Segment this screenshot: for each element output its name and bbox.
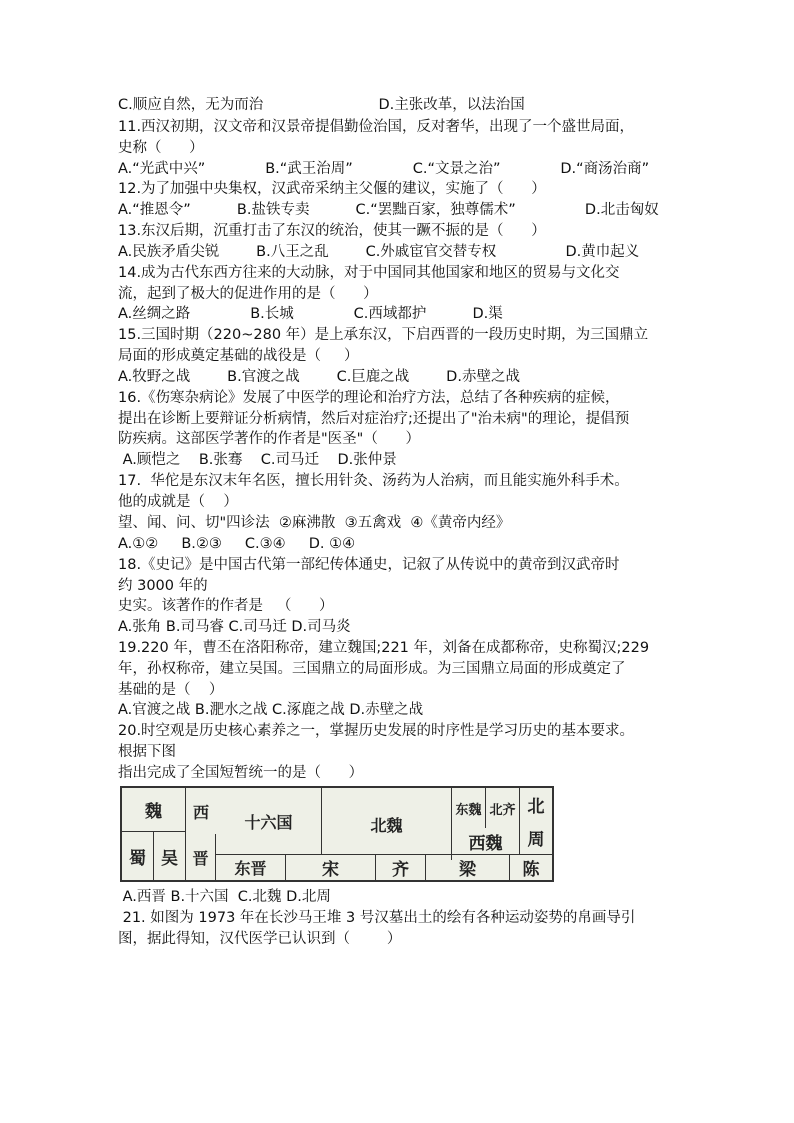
question-11-options: A.“光武中兴” B.“武王治周” C.“文景之治” D.“商汤治商”	[118, 161, 650, 177]
timeline-beiwei: 北魏	[322, 788, 452, 860]
question-19-options: A.官渡之战 B.淝水之战 C.涿鹿之战 D.赤壁之战	[118, 702, 424, 718]
question-11-stem: 11.西汉初期，汉文帝和汉景帝提倡勤俭治国，反对奢华，出现了一个盛世局面，	[118, 119, 635, 135]
question-15-stem: 15.三国时期（220~280 年）是上承东汉，下启西晋的一段历史时期，为三国鼎立	[118, 327, 649, 343]
timeline-dongjin: 东晋	[216, 854, 286, 880]
question-12-stem: 12.为了加强中央集权，汉武帝采纳主父偃的建议，实施了（ ）	[118, 181, 546, 197]
question-20-stem: 20.时空观是历史核心素养之一，掌握历史发展的时序性是学习历史的基本要求。	[118, 723, 635, 739]
question-17-stem: 17. 华佗是东汉末年名医，擅长用针灸、汤药为人治病，而且能实施外科手术。	[118, 473, 629, 489]
question-16-options: A.顾恺之 B.张骞 C.司马迁 D.张仲景	[118, 452, 397, 468]
question-18-stem-cont2: 史实。该著作的作者是 （ ）	[118, 598, 334, 614]
timeline-xijin-bottom: 晋	[186, 834, 216, 880]
timeline-chen: 陈	[510, 854, 552, 880]
question-17-items: 望、闻、问、切"四诊法 ②麻沸散 ③五禽戏 ④《黄帝内经》	[118, 515, 511, 531]
timeline-shiliuguo: 十六国	[216, 788, 322, 854]
timeline-beizhou-bottom: 周	[527, 830, 545, 850]
timeline-liang: 梁	[426, 854, 510, 880]
question-12-options: A.“推恩令” B.盐铁专卖 C.“罢黜百家，独尊儒术” D.北击匈奴	[118, 202, 659, 218]
question-10-options-cd: C.顺应自然，无为而治 D.主张改革，以法治国	[118, 97, 525, 113]
question-17-options: A.①② B.②③ C.③④ D. ①④	[118, 536, 356, 552]
question-17-stem-cont: 他的成就是（ ）	[118, 494, 238, 510]
question-13-stem: 13.东汉后期，沉重打击了东汉的统治，使其一蹶不振的是（ ）	[118, 223, 546, 239]
question-20-options: A.西晋 B.十六国 C.北魏 D.北周	[118, 889, 331, 905]
question-19-stem: 19.220 年，曹丕在洛阳称帝，建立魏国;221 年，刘备在成都称帝，史称蜀汉;229	[118, 640, 650, 656]
question-18-stem-cont: 约 3000 年的	[118, 578, 208, 594]
timeline-wei: 魏	[122, 788, 186, 832]
dynasty-timeline-figure	[120, 786, 554, 882]
question-15-options: A.牧野之战 B.官渡之战 C.巨鹿之战 D.赤壁之战	[118, 369, 520, 385]
timeline-wu: 吴	[154, 832, 186, 880]
question-11-stem-cont: 史称（ ）	[118, 140, 204, 156]
question-20-stem-cont: 根据下图	[118, 744, 176, 760]
question-18-options: A.张角 B.司马睿 C.司马迁 D.司马炎	[118, 619, 351, 635]
question-21-stem-cont: 图，据此得知，汉代医学已认识到（ ）	[118, 931, 402, 947]
question-14-options: A.丝绸之路 B.长城 C.西域都护 D.渠	[118, 306, 503, 322]
question-19-stem-cont: 年，孙权称帝，建立吴国。三国鼎立的局面形成。为三国鼎立局面的形成奠定了	[118, 661, 626, 677]
question-14-stem: 14.成为古代东西方往来的大动脉，对于中国同其他国家和地区的贸易与文化交	[118, 265, 620, 281]
question-15-stem-cont: 局面的形成奠定基础的战役是（ ）	[118, 348, 359, 364]
timeline-shu: 蜀	[122, 832, 154, 880]
question-13-options: A.民族矛盾尖锐 B.八王之乱 C.外戚宦官交替专权 D.黄巾起义	[118, 244, 640, 260]
timeline-dongwei: 东魏	[452, 788, 486, 828]
question-19-stem-cont2: 基础的是（ ）	[118, 682, 224, 698]
question-16-stem-cont2: 防疾病。这部医学著作的作者是"医圣"（ ）	[118, 431, 420, 447]
question-20-stem-cont2: 指出完成了全国短暂统一的是（ ）	[118, 765, 364, 781]
question-16-stem: 16.《伤寒杂病论》发展了中医学的理论和治疗方法，总结了各种疾病的症候，	[118, 390, 620, 406]
question-16-stem-cont: 提出在诊断上要辩证分析病情，然后对症治疗;还提出了"治未病"的理论，提倡预	[118, 411, 630, 427]
question-18-stem: 18.《史记》是中国古代第一部纪传体通史，记叙了从传说中的黄帝到汉武帝时	[118, 557, 620, 573]
timeline-song: 宋	[286, 854, 376, 880]
timeline-beiqi: 北齐	[486, 788, 520, 828]
timeline-qi: 齐	[376, 854, 426, 880]
question-14-stem-cont: 流，起到了极大的促进作用的是（ ）	[118, 286, 378, 302]
timeline-xiwei: 西魏	[452, 828, 520, 854]
timeline-beizhou-top: 北	[527, 797, 545, 817]
timeline-xijin-top: 西	[192, 802, 209, 822]
question-21-stem: 21. 如图为 1973 年在长沙马王堆 3 号汉墓出土的绘有各种运动姿势的帛画导引	[118, 910, 636, 926]
